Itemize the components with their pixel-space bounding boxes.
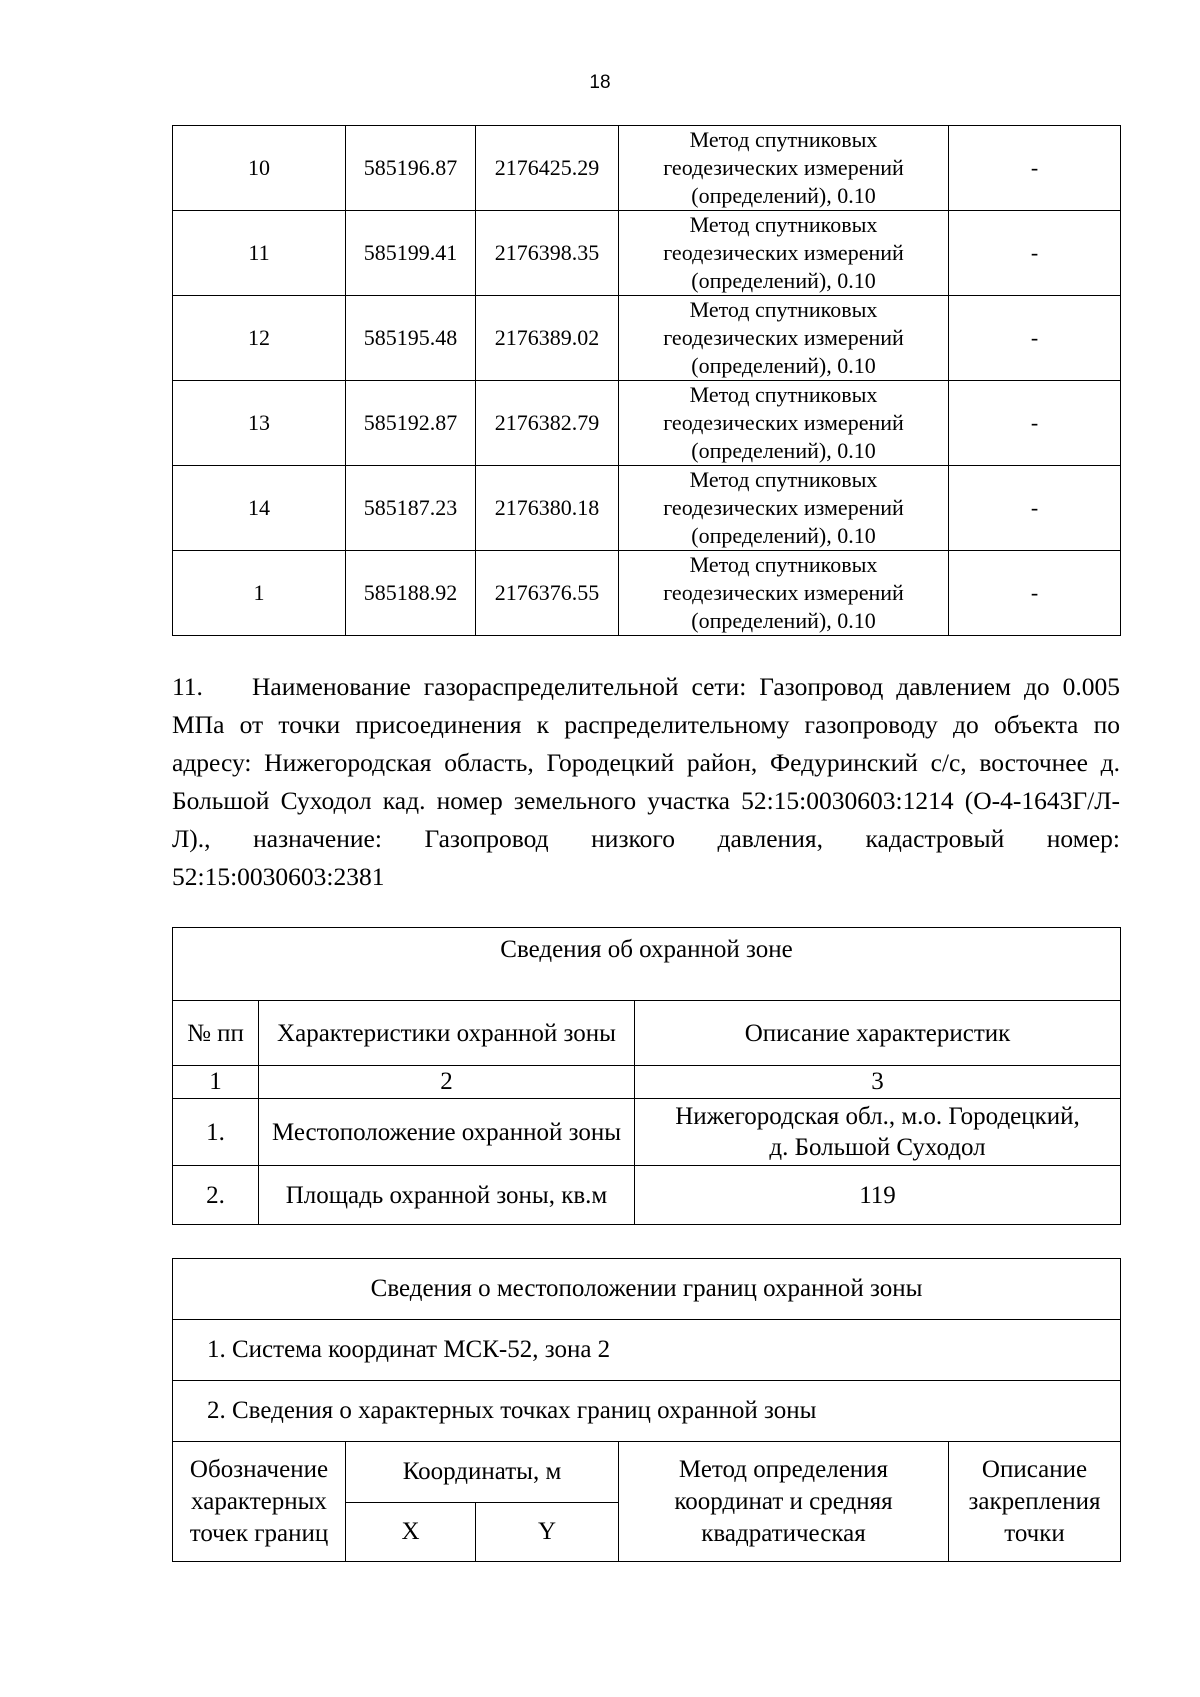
column-header-characteristics: Характеристики охранной зоны bbox=[259, 1001, 635, 1066]
characteristic-points-line: 2. Сведения о характерных точках границ охранной зоны bbox=[173, 1381, 1121, 1442]
y-cell: 2176380.18 bbox=[476, 466, 619, 551]
column-index-1: 1 bbox=[173, 1066, 259, 1099]
table-row bbox=[173, 551, 1121, 636]
network-description-paragraph bbox=[172, 668, 1120, 896]
method-cell: Метод спутниковых геодезических измерений (определений), 0.10 bbox=[619, 296, 949, 381]
page-number: 18 bbox=[589, 72, 611, 93]
fixing-cell: - bbox=[949, 211, 1121, 296]
column-index-2: 2 bbox=[259, 1066, 635, 1099]
zone-table-title: Сведения об охранной зоне bbox=[173, 928, 1121, 1001]
x-cell: 585188.92 bbox=[346, 551, 476, 636]
y-cell: 2176398.35 bbox=[476, 211, 619, 296]
row-number: 1. bbox=[173, 1099, 259, 1166]
fixing-cell: - bbox=[949, 381, 1121, 466]
column-header-method: Метод определения координат и средняя квадратическая bbox=[619, 1442, 949, 1562]
table-row bbox=[173, 381, 1121, 466]
column-header-y: Y bbox=[476, 1503, 619, 1562]
row-description: 119 bbox=[635, 1166, 1121, 1225]
fixing-cell: - bbox=[949, 551, 1121, 636]
y-cell: 2176376.55 bbox=[476, 551, 619, 636]
column-header-number: № пп bbox=[173, 1001, 259, 1066]
x-cell: 585192.87 bbox=[346, 381, 476, 466]
table-row bbox=[173, 1099, 1121, 1166]
table-row bbox=[173, 126, 1121, 211]
row-number: 2. bbox=[173, 1166, 259, 1225]
x-cell: 585195.48 bbox=[346, 296, 476, 381]
point-cell: 11 bbox=[173, 211, 346, 296]
column-header-description: Описание характеристик bbox=[635, 1001, 1121, 1066]
x-cell: 585199.41 bbox=[346, 211, 476, 296]
location-table-title: Сведения о местоположении границ охранной зоны bbox=[173, 1259, 1121, 1320]
table-row bbox=[173, 1166, 1121, 1225]
table-row bbox=[173, 211, 1121, 296]
method-cell: Метод спутниковых геодезических измерений (определений), 0.10 bbox=[619, 126, 949, 211]
x-cell: 585187.23 bbox=[346, 466, 476, 551]
fixing-cell: - bbox=[949, 126, 1121, 211]
protection-zone-table bbox=[172, 927, 1121, 1225]
y-cell: 2176389.02 bbox=[476, 296, 619, 381]
x-cell: 585196.87 bbox=[346, 126, 476, 211]
y-cell: 2176425.29 bbox=[476, 126, 619, 211]
table-row bbox=[173, 466, 1121, 551]
point-cell: 12 bbox=[173, 296, 346, 381]
paragraph-number: 11. bbox=[172, 672, 203, 701]
column-header-x: X bbox=[346, 1503, 476, 1562]
method-cell: Метод спутниковых геодезических измерений (определений), 0.10 bbox=[619, 381, 949, 466]
point-cell: 14 bbox=[173, 466, 346, 551]
point-cell: 13 bbox=[173, 381, 346, 466]
coordinate-system-line: 1. Система координат МСК-52, зона 2 bbox=[173, 1320, 1121, 1381]
y-cell: 2176382.79 bbox=[476, 381, 619, 466]
fixing-cell: - bbox=[949, 466, 1121, 551]
column-header-fixing: Описание закрепления точки bbox=[949, 1442, 1121, 1562]
coordinates-table bbox=[172, 125, 1121, 636]
column-header-points: Обозначение характерных точек границ bbox=[173, 1442, 346, 1562]
fixing-cell: - bbox=[949, 296, 1121, 381]
method-cell: Метод спутниковых геодезических измерений (определений), 0.10 bbox=[619, 466, 949, 551]
column-index-3: 3 bbox=[635, 1066, 1121, 1099]
zone-boundary-location-table bbox=[172, 1258, 1121, 1562]
method-cell: Метод спутниковых геодезических измерений (определений), 0.10 bbox=[619, 211, 949, 296]
method-cell: Метод спутниковых геодезических измерений (определений), 0.10 bbox=[619, 551, 949, 636]
row-description: Нижегородская обл., м.о. Городецкий, д. Большой Суходол bbox=[635, 1099, 1121, 1166]
paragraph-text: Наименование газораспределительной сети: Газопровод давлением до 0.005 МПа от точки присоединения к распределительному газопроводу до объекта по адресу: Нижегородская область, Городецкий район, Федуринский с/с, восточнее д. Большой Суходол кад. номер земельного участка 52:15:0030603:1214 (О-4-1643Г/Л-Л)., назначение: Газопровод низкого давления, кадастровый номер: 52:15:0030603:2381 bbox=[172, 672, 1120, 891]
column-header-coordinates: Координаты, м bbox=[346, 1442, 619, 1503]
point-cell: 1 bbox=[173, 551, 346, 636]
point-cell: 10 bbox=[173, 126, 346, 211]
row-characteristic: Местоположение охранной зоны bbox=[259, 1099, 635, 1166]
row-characteristic: Площадь охранной зоны, кв.м bbox=[259, 1166, 635, 1225]
table-row bbox=[173, 296, 1121, 381]
